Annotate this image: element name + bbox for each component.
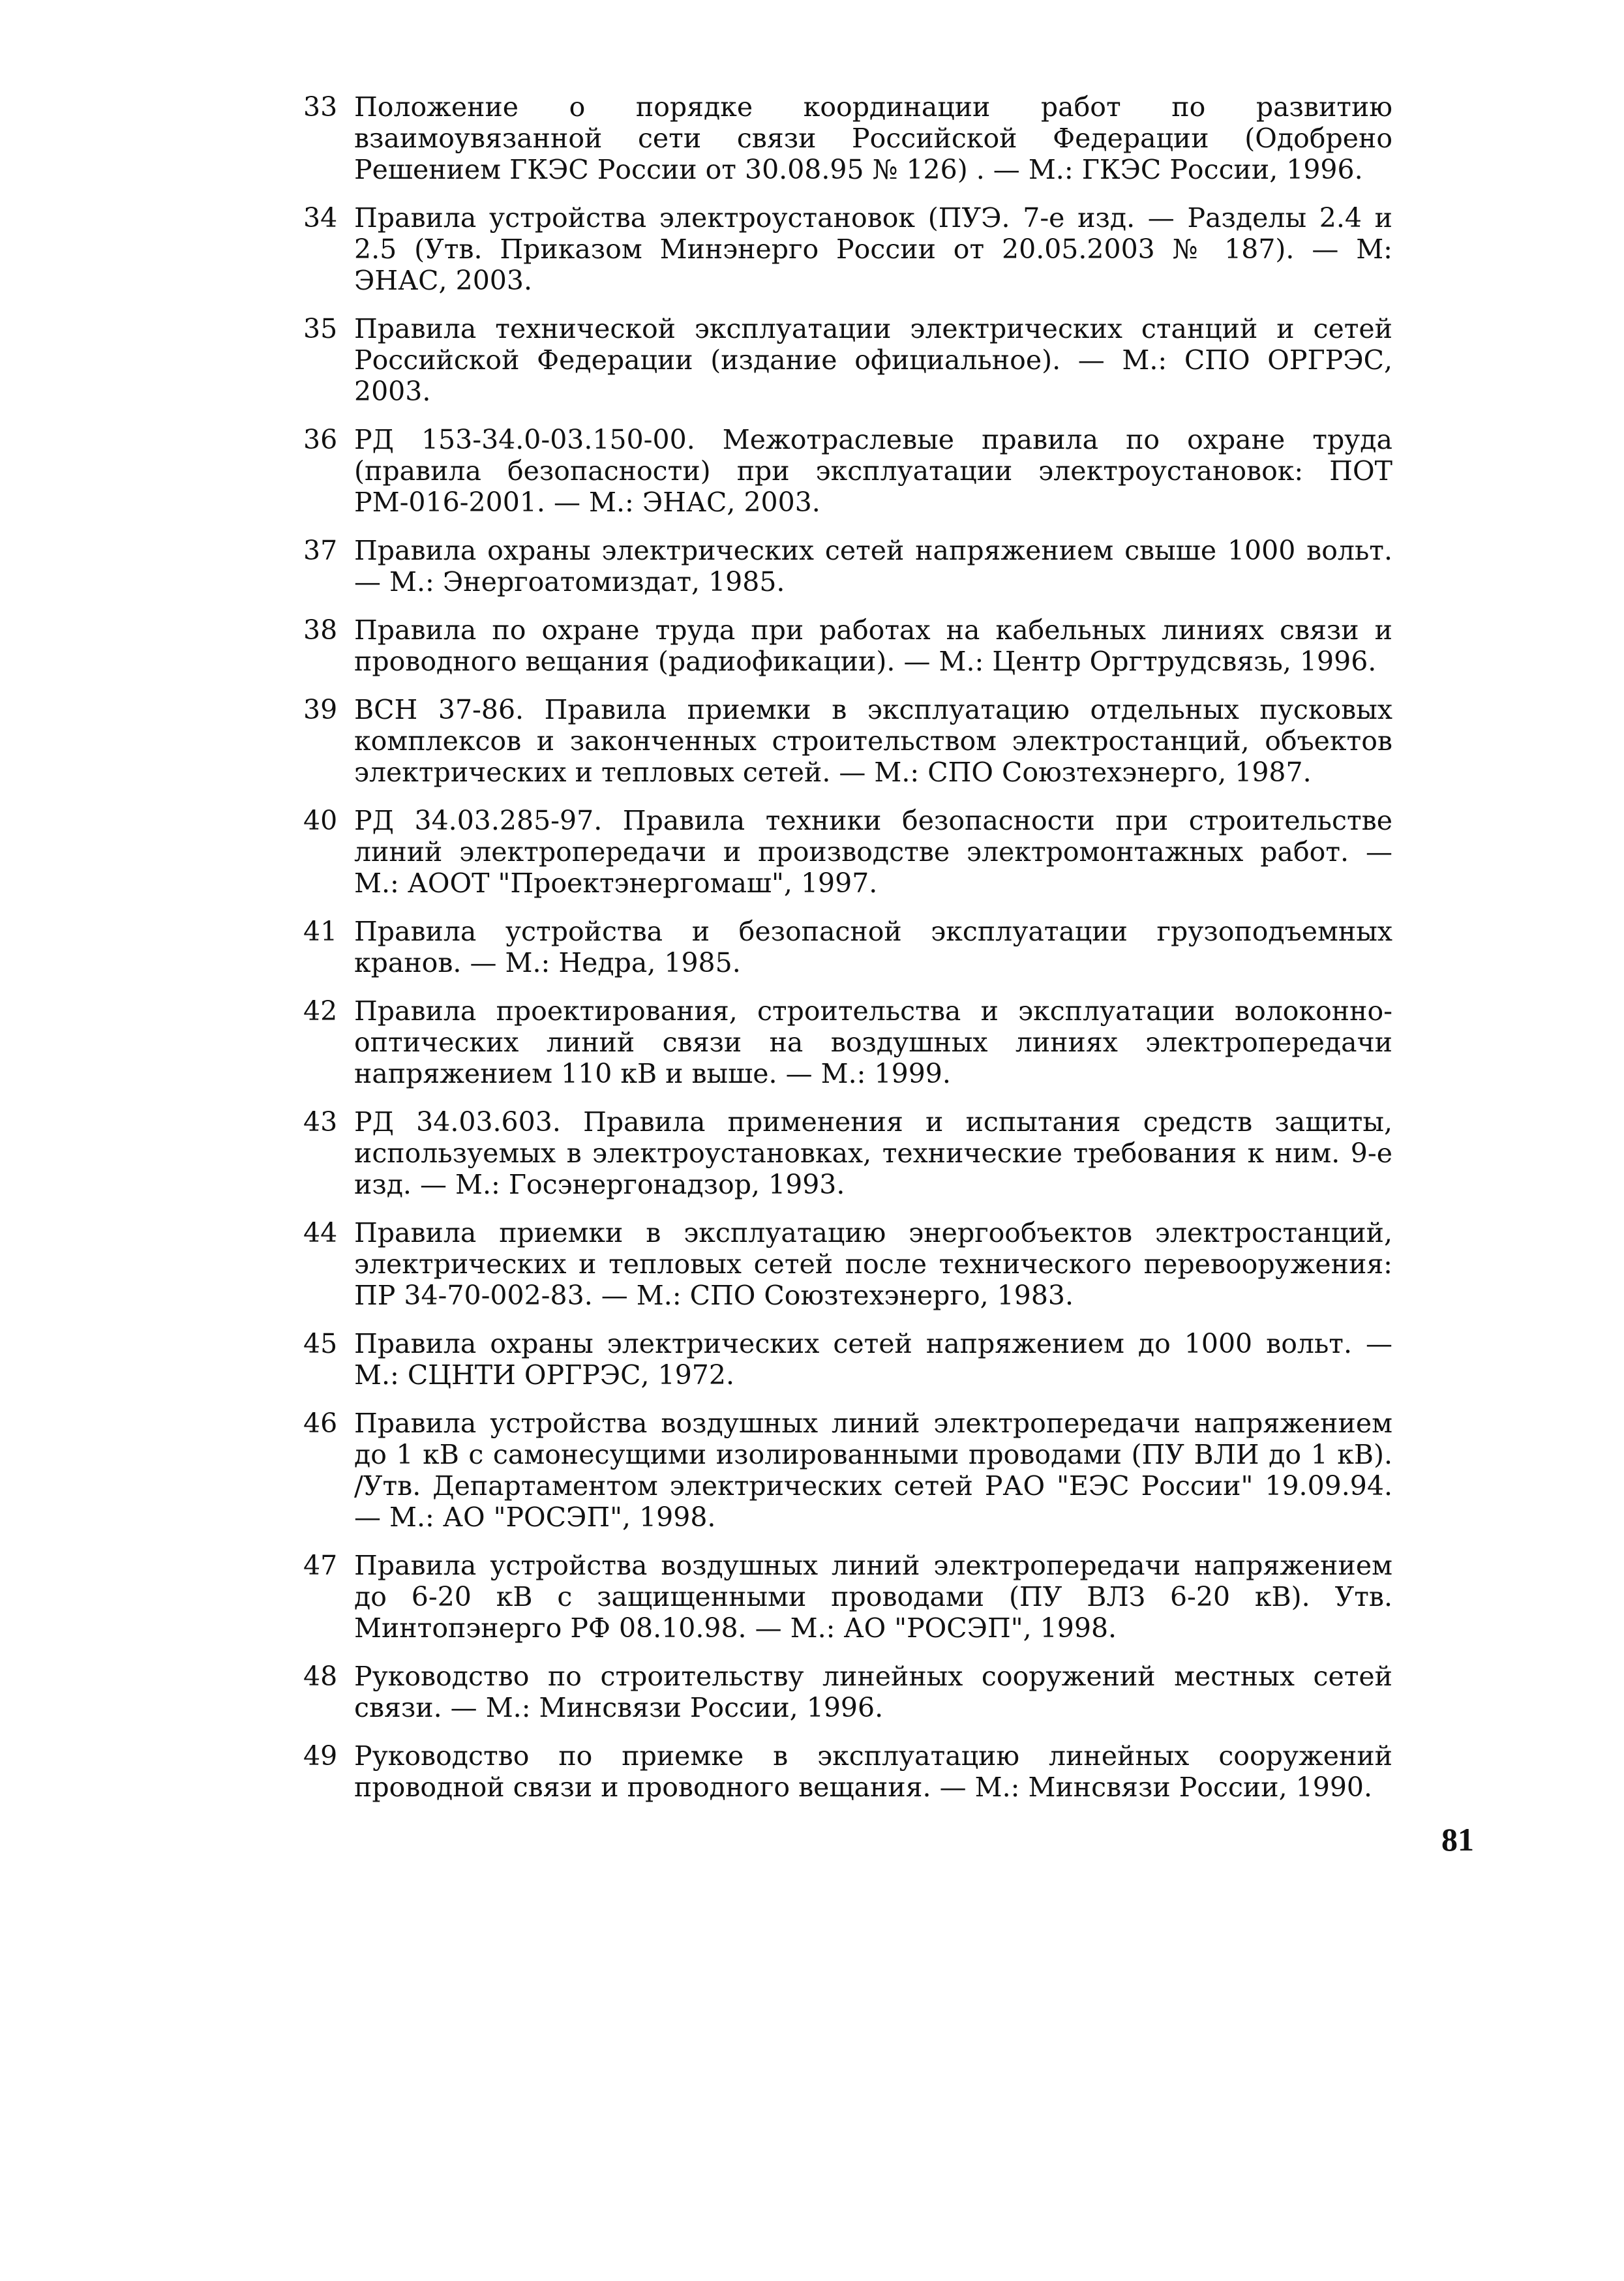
reference-text: ВСН 37-86. Правила приемки в эксплуатацию отдельных пусковых комплексов и законченных строительством электростанций, объектов электрических и тепловых сетей. — М.: СПО Союзтехэнерго, 1987. (354, 694, 1392, 788)
list-item (303, 1106, 1392, 1200)
reference-text: Правила приемки в эксплуатацию энергообъектов электростанций, электрических и тепловых сетей после технического перевооружения: ПР 34-70-002-83. — М.: СПО Союзтехэнерго, 1983. (354, 1217, 1392, 1311)
reference-number: 40 (303, 805, 338, 836)
reference-number: 46 (303, 1408, 338, 1439)
list-item (303, 1740, 1392, 1803)
list-item (303, 313, 1392, 407)
list-item (303, 424, 1392, 518)
page-number: 81 (1441, 1821, 1474, 1858)
reference-number: 47 (303, 1550, 338, 1581)
reference-text: Правила охраны электрических сетей напряжением свыше 1000 вольт. — М.: Энергоатомиздат, 1985. (354, 535, 1392, 597)
reference-number: 48 (303, 1661, 338, 1692)
reference-number: 33 (303, 91, 338, 123)
list-item (303, 1550, 1392, 1644)
list-item (303, 1217, 1392, 1311)
reference-number: 39 (303, 694, 338, 725)
reference-number: 35 (303, 313, 338, 344)
list-item (303, 614, 1392, 677)
reference-text: Руководство по строительству линейных сооружений местных сетей связи. — М.: Минсвязи России, 1996. (354, 1661, 1392, 1723)
reference-list (303, 91, 1392, 1820)
list-item (303, 995, 1392, 1089)
reference-number: 49 (303, 1740, 338, 1772)
list-item (303, 694, 1392, 788)
reference-text: Руководство по приемке в эксплуатацию линейных сооружений проводной связи и проводного вещания. — М.: Минсвязи России, 1990. (354, 1740, 1392, 1803)
reference-text: Правила охраны электрических сетей напряжением до 1000 вольт. — М.: СЦНТИ ОРГРЭС, 1972. (354, 1328, 1392, 1391)
list-item (303, 202, 1392, 296)
reference-text: Правила устройства и безопасной эксплуатации грузоподъемных кранов. — М.: Недра, 1985. (354, 916, 1392, 978)
reference-text: Правила устройства воздушных линий электропередачи напряжением до 1 кВ с самонесущими изолированными проводами (ПУ ВЛИ до 1 кВ). /Утв. Департаментом электрических сетей РАО "ЕЭС России" 19.09.94. — М.: АО "РОСЭП", 1998. (354, 1408, 1392, 1533)
reference-text: Правила технической эксплуатации электрических станций и сетей Российской Федерации (издание официальное). — М.: СПО ОРГРЭС, 2003. (354, 313, 1392, 407)
list-item (303, 1661, 1392, 1723)
reference-number: 41 (303, 916, 338, 947)
reference-number: 43 (303, 1106, 338, 1138)
reference-number: 45 (303, 1328, 338, 1359)
list-item (303, 91, 1392, 185)
reference-number: 36 (303, 424, 338, 455)
list-item (303, 1328, 1392, 1391)
reference-text: Правила по охране труда при работах на кабельных линиях связи и проводного вещания (радиофикации). — М.: Центр Оргтрудсвязь, 1996. (354, 614, 1392, 677)
reference-number: 37 (303, 535, 338, 566)
list-item (303, 535, 1392, 597)
reference-text: РД 34.03.603. Правила применения и испытания средств защиты, используемых в электроустановках, технические требования к ним. 9-е изд. — М.: Госэнергонадзор, 1993. (354, 1106, 1392, 1200)
list-item (303, 916, 1392, 978)
list-item (303, 805, 1392, 899)
reference-text: РД 153-34.0-03.150-00. Межотраслевые правила по охране труда (правила безопасности) при эксплуатации электроустановок: ПОТ РМ-016-2001. — М.: ЭНАС, 2003. (354, 424, 1392, 518)
reference-text: Правила проектирования, строительства и эксплуатации волоконно-оптических линий связи на воздушных линиях электропередачи напряжением 110 кВ и выше. — М.: 1999. (354, 995, 1392, 1089)
reference-text: Правила устройства воздушных линий электропередачи напряжением до 6-20 кВ с защищенными проводами (ПУ ВЛЗ 6-20 кВ). Утв. Минтопэнерго РФ 08.10.98. — М.: АО "РОСЭП", 1998. (354, 1550, 1392, 1644)
reference-text: Положение о порядке координации работ по развитию взаимоувязанной сети связи Российской Федерации (Одобрено Решением ГКЭС России от 30.08.95 № 126) . — М.: ГКЭС России, 1996. (354, 91, 1392, 185)
reference-number: 42 (303, 995, 338, 1027)
reference-number: 38 (303, 614, 338, 646)
reference-text: Правила устройства электроустановок (ПУЭ. 7-е изд. — Разделы 2.4 и 2.5 (Утв. Приказом Минэнерго России от 20.05.2003 № 187). — М: ЭНАС, 2003. (354, 202, 1392, 296)
reference-text: РД 34.03.285-97. Правила техники безопасности при строительстве линий электропередачи и производстве электромонтажных работ. — М.: АООТ "Проектэнергомаш", 1997. (354, 805, 1392, 899)
list-item (303, 1408, 1392, 1533)
reference-number: 34 (303, 202, 338, 234)
reference-number: 44 (303, 1217, 338, 1248)
